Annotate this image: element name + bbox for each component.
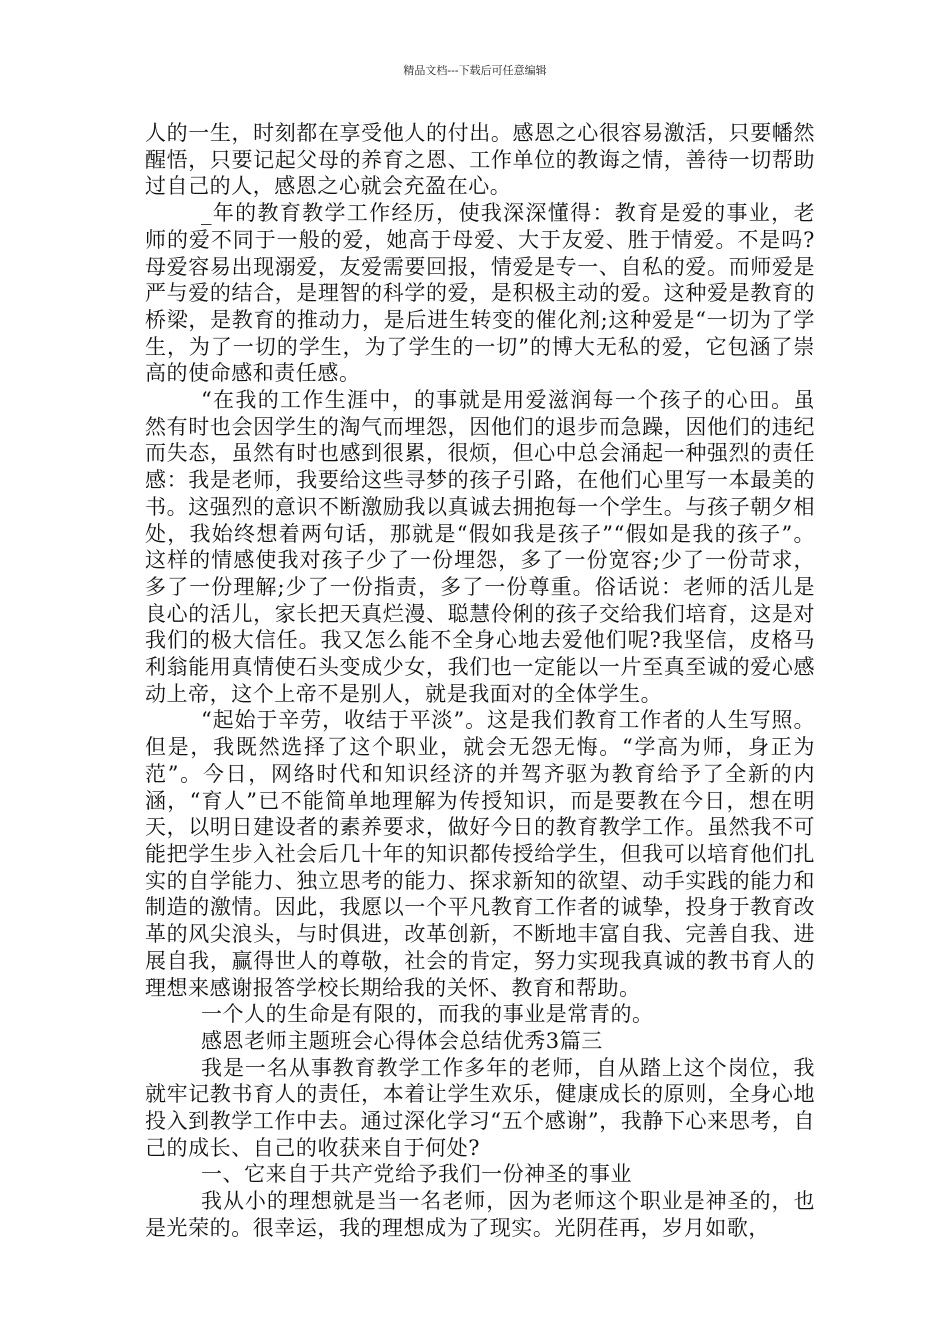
document-body xyxy=(145,120,815,1242)
paragraph: “起始于辛劳，收结于平淡”。这是我们教育工作者的人生写照。但是，我既然选择了这个职业，就会无怨无悔。“学高为师，身正为范”。今日，网络时代和知识经济的并驾齐驱为教育给予了全新的内涵，“育人”已不能简单地理解为传授知识，而是要教在今日，想在明天，以明日建设者的素养要求，做好今日的教育教学工作。虽然我不可能把学生步入社会后几十年的知识都传授给学生，但我可以培育他们扎实的自学能力、独立思考的能力、探求新知的欲望、动手实践的能力和制造的激情。因此，我愿以一个平凡教育工作者的诚挚，投身于教育改革的风尖浪头，与时俱进，改革创新，不断地丰富自我、完善自我、进展自我，赢得世人的尊敬，社会的肯定，努力实现我真诚的教书育人的理想来感谢报答学校长期给我的关怀、教育和帮助。 xyxy=(145,708,815,1000)
paragraph: 我从小的理想就是当一名老师，因为老师这个职业是神圣的，也是光荣的。很幸运，我的理想成为了现实。光阴荏再，岁月如歌， xyxy=(145,1189,815,1240)
paragraph: 人的一生，时刻都在享受他人的付出。感恩之心很容易激活，只要幡然醒悟，只要记起父母的养育之恩、工作单位的教诲之情，善待一切帮助过自己的人，感恩之心就会充盈在心。 xyxy=(145,121,815,199)
paragraph: _年的教育教学工作经历，使我深深懂得：教育是爱的事业，老师的爱不同于一般的爱，她高于母爱、大于友爱、胜于情爱。不是吗?母爱容易出现溺爱，友爱需要回报，情爱是专一、自私的爱。而师爱是严与爱的结合，是理智的科学的爱，是积极主动的爱。这种爱是教育的桥梁，是教育的推动力，是后进生转变的催化剂;这种爱是“一切为了学生，为了一切的学生，为了学生的一切”的博大无私的爱，它包涵了崇高的使命感和责任感。 xyxy=(145,201,815,386)
section-heading: 一、它来自于共产党给予我们一份神圣的事业 xyxy=(201,1162,632,1187)
page-header: 精品文档---下载后可任意编辑 xyxy=(403,64,547,77)
paragraph: 我是一名从事教育教学工作多年的老师，自从踏上这个岗位，我就牢记教书育人的责任，本着让学生欢乐，健康成长的原则，全身心地投入到教学工作中去。通过深化学习“五个感谢”，我静下心来思考，自己的成长、自己的收获来自于何处? xyxy=(145,1055,815,1160)
paragraph: 一个人的生命是有限的，而我的事业是常青的。 xyxy=(201,1002,654,1027)
section-title: 感恩老师主题班会心得体会总结优秀3篇三 xyxy=(201,1028,603,1053)
paragraph: “在我的工作生涯中，的事就是用爱滋润每一个孩子的心田。虽然有时也会因学生的淘气而埋怨，因他们的退步而急躁，因他们的违纪而失态，虽然有时也感到很累，很烦，但心中总会涌起一种强烈的责任感：我是老师，我要给这些寻梦的孩子引路，在他们心里写一本最美的书。这强烈的意识不断激励我以真诚去拥抱每一个学生。与孩子朝夕相处，我始终想着两句话，那就是“假如我是孩子”“假如是我的孩子”。这样的情感使我对孩子少了一份埋怨，多了一份宽容;少了一份苛求，多了一份理解;少了一份指责，多了一份尊重。俗话说：老师的活儿是良心的活儿，家长把天真烂漫、聪慧伶俐的孩子交给我们培育，这是对我们的极大信任。我又怎么能不全身心地去爱他们呢?我坚信，皮格马利翁能用真情使石头变成少女，我们也一定能以一片至真至诚的爱心感动上帝，这个上帝不是别人，就是我面对的全体学生。 xyxy=(145,388,815,706)
